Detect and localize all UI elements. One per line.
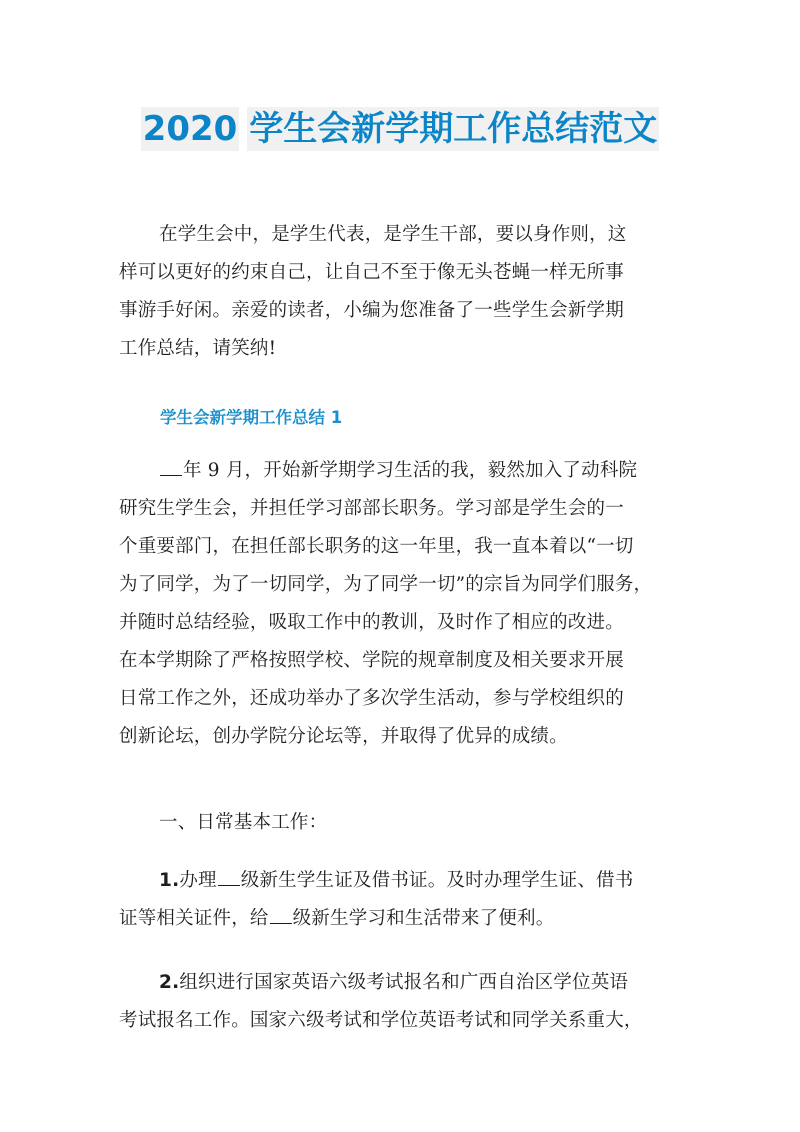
intro-line: 事游手好闲。亲爱的读者，小编为您准备了一些学生会新学期 (119, 300, 624, 321)
paragraph-line: 创新论坛，创办学院分论坛等，并取得了优异的成绩。 (119, 726, 568, 747)
paragraph-line: 日常工作之外，还成功举办了多次学生活动，参与学校组织的 (119, 688, 624, 709)
section-paragraph (119, 452, 679, 756)
item-text: 组织进行国家英语六级考试报名和广西自治区学位英语 (179, 972, 629, 993)
paragraph-line: 个重要部门，在担任部长职务的这一年里，我一直本着以“一切 (119, 536, 634, 557)
paragraph-line: 并随时总结经验，吸取工作中的教训，及时作了相应的改进。 (119, 612, 624, 633)
paragraph-line: 为了同学，为了一切同学，为了同学一切”的宗旨为同学们服务， (119, 574, 653, 595)
item-text: 级新生学生证及借书证。及时办理学生证、借书 (240, 870, 634, 891)
paragraph-line: 研究生学生会，并担任学习部部长职务。学习部是学生会的一 (119, 498, 624, 519)
intro-line: 在学生会中，是学生代表，是学生干部，要以身作则，这 (159, 224, 627, 245)
title-text: 学生会新学期工作总结范文 (249, 109, 658, 149)
document-title (0, 107, 800, 151)
blank-underline (160, 461, 182, 476)
item-number: 2. (159, 972, 180, 993)
intro-line: 样可以更好的约束自己，让自己不至于像无头苍蝇一样无所事 (119, 262, 624, 283)
title-year: 2020 (142, 109, 238, 149)
item-text: 级新生学习和生活带来了便利。 (292, 908, 555, 929)
list-item-1 (119, 862, 679, 938)
subsection-heading: 一、日常基本工作： (159, 812, 328, 833)
item-line (119, 900, 679, 938)
item-number: 1. (159, 870, 180, 891)
paragraph-line (119, 452, 679, 490)
item-text: 证等相关证件，给 (119, 908, 269, 929)
item-text: 办理 (179, 870, 217, 891)
paragraph-line: 在本学期除了严格按照学校、学院的规章制度及相关要求开展 (119, 650, 624, 671)
item-line (119, 862, 679, 900)
intro-line: 工作总结，请笑纳! (119, 338, 277, 359)
blank-underline (218, 871, 240, 886)
blank-underline (270, 909, 292, 924)
section-heading: 学生会新学期工作总结 1 (160, 408, 343, 427)
item-line (119, 964, 679, 1002)
list-item-2 (119, 964, 679, 1040)
item-line: 考试报名工作。国家六级考试和学位英语考试和同学关系重大， (119, 1010, 643, 1031)
subsection-heading-wrap (119, 804, 679, 842)
intro-paragraph (119, 216, 679, 368)
paragraph-line-text: 年 9 月，开始新学期学习生活的我，毅然加入了动科院 (183, 460, 638, 481)
